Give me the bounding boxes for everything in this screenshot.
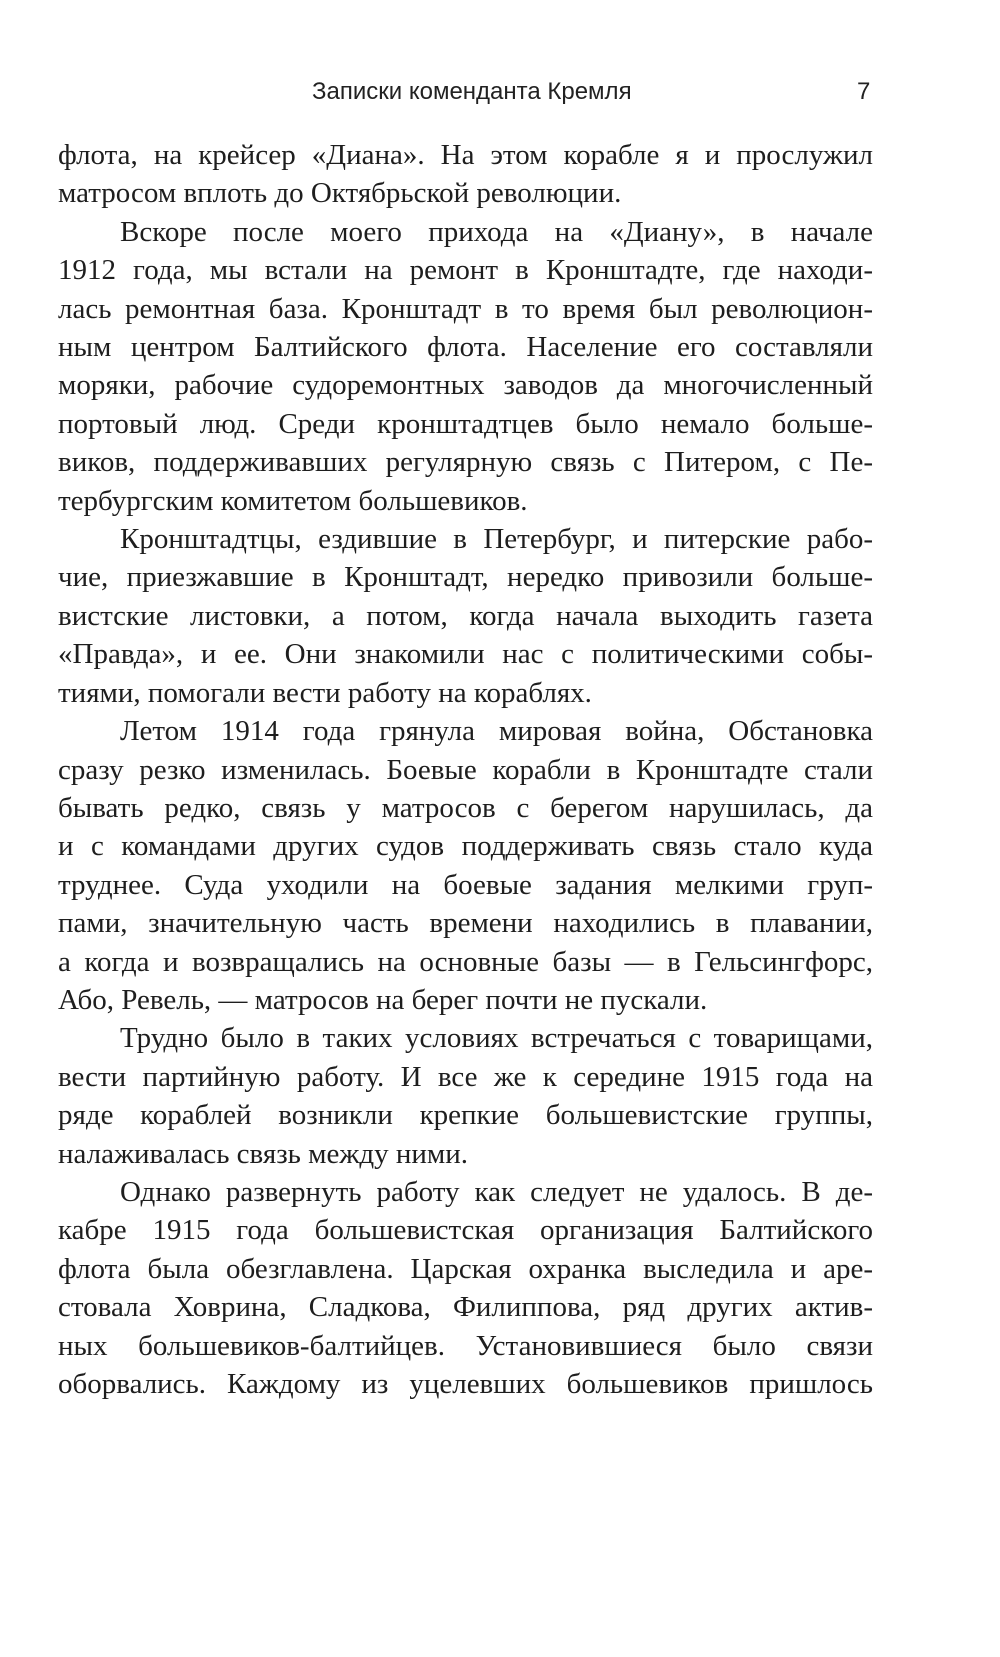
text-line: Однако развернуть работу как следует не удалось. В де- (120, 1175, 873, 1208)
text-line: Трудно было в таких условиях встречаться с товарищами, (120, 1022, 873, 1055)
text-line: виков, поддерживавших регулярную связь с Питером, с Пе- (58, 446, 873, 479)
text-line: портовый люд. Среди кронштадтцев было немало больше- (58, 407, 873, 440)
body-text (58, 136, 873, 1403)
text-line: и с командами других судов поддерживать связь стало куда (58, 830, 873, 863)
text-line: бывать редко, связь у матросов с берегом нарушилась, да (58, 791, 873, 824)
text-line: флота, на крейсер «Диана». На этом корабле я и прослужил (58, 139, 873, 171)
text-line: вистские листовки, а потом, когда начала выходить газета (58, 599, 873, 632)
text-line: ным центром Балтийского флота. Население его составляли (58, 331, 873, 364)
paragraph (58, 712, 873, 1019)
text-line: вести партийную работу. И все же к середине 1915 года на (58, 1060, 873, 1093)
text-line: ных большевиков-балтийцев. Установившиеся было связи (58, 1329, 873, 1362)
text-line: Летом 1914 года грянула мировая война, Обстановка (120, 715, 873, 748)
text-line: «Правда», и ее. Они знакомили нас с политическими собы- (58, 638, 873, 671)
text-line: стовала Ховрина, Сладкова, Филиппова, ряд других актив- (58, 1291, 873, 1324)
text-line: чие, приезжавшие в Кронштадт, нередко привозили больше- (58, 561, 873, 594)
paragraph (58, 213, 873, 520)
text-line: лась ремонтная база. Кронштадт в то время был революцион- (58, 292, 873, 325)
text-line: а когда и возвращались на основные базы — в Гельсингфорс, (58, 945, 873, 978)
paragraph (58, 520, 873, 712)
text-line: тиями, помогали вести работу на кораблях. (58, 676, 592, 709)
text-line: 1912 года, мы встали на ремонт в Кронштадте, где находи- (58, 254, 873, 287)
text-line: матросом вплоть до Октябрьской революции. (58, 177, 622, 210)
text-line: кабре 1915 года большевистская организация Балтийского (58, 1214, 873, 1247)
text-line: оборвались. Каждому из уцелевших большевиков пришлось (58, 1368, 873, 1400)
text-line: Або, Ревель, — матросов на берег почти не пускали. (58, 983, 708, 1016)
page-number: 7 (857, 78, 871, 105)
paragraph (58, 1173, 873, 1403)
text-line: сразу резко изменилась. Боевые корабли в Кронштадте стали (58, 753, 873, 786)
page-header (0, 78, 1000, 114)
text-line: Кронштадтцы, ездившие в Петербург, и питерские рабо- (120, 523, 873, 556)
text-line: тербургским комитетом большевиков. (58, 484, 528, 517)
paragraph (58, 1019, 873, 1173)
text-line: моряки, рабочие судоремонтных заводов да многочисленный (58, 369, 873, 402)
running-title: Записки коменданта Кремля (312, 78, 632, 105)
text-line: пами, значительную часть времени находились в плавании, (58, 907, 873, 940)
text-line: Вскоре после моего прихода на «Диану», в начале (120, 215, 873, 248)
text-line: труднее. Суда уходили на боевые задания мелкими груп- (58, 868, 873, 901)
paragraph (58, 136, 873, 213)
text-line: налаживалась связь между ними. (58, 1137, 469, 1170)
text-line: ряде кораблей возникли крепкие большевистские группы, (58, 1099, 873, 1132)
text-line: флота была обезглавлена. Царская охранка выследила и аре- (58, 1252, 873, 1285)
